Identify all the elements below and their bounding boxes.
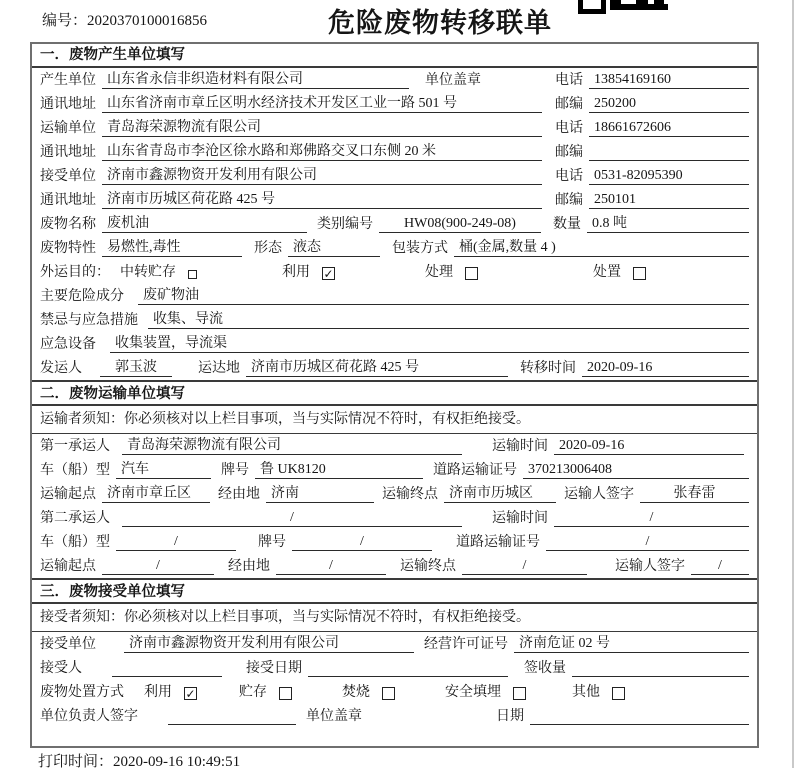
qr-block (578, 0, 606, 14)
section-3-header: 三．废物接受单位填写 (32, 578, 757, 604)
checkbox-disposal-landfill (513, 687, 526, 700)
vehicle-type2-value: / (116, 534, 236, 551)
field-row-receiver-address (32, 188, 757, 212)
print-time-value: 2020-09-16 10:49:51 (113, 754, 241, 768)
disposal-method-label: 废物处置方式 (40, 685, 124, 700)
origin2-value: / (102, 558, 214, 575)
plate-number1-label: 牌号 (221, 463, 249, 478)
checkbox-utilize (322, 267, 335, 280)
field-row-waste-name (32, 212, 757, 236)
hazard-component-label: 主要危险成分 (40, 289, 124, 304)
page-edge-line (792, 0, 794, 768)
unit-seal-label-2: 单位盖章 (306, 709, 362, 724)
head-signature-label: 单位负责人签字 (40, 709, 138, 724)
option-transit-storage-label: 中转贮存 (120, 265, 176, 280)
license-number-label: 经营许可证号 (424, 637, 508, 652)
transport-time1-label: 运输时间 (492, 439, 548, 454)
quantity-label: 数量 (553, 217, 581, 232)
field-row-transfer-purpose (32, 260, 757, 284)
carrier2-label: 第二承运人 (40, 511, 110, 526)
qr-block (636, 0, 648, 5)
option-utilize-label: 利用 (282, 265, 310, 280)
waste-form-label: 形态 (254, 241, 282, 256)
unit-seal-label: 单位盖章 (425, 73, 481, 88)
field-row-transporter (32, 116, 757, 140)
packing-value: 桶(金属,数量 4 ) (454, 236, 749, 257)
transporter-address-value: 山东省青岛市李沧区徐水路和郑佛路交叉口东侧 20 米 (102, 140, 542, 161)
accept-unit-value: 济南市鑫源物资开发利用有限公司 (124, 632, 414, 653)
section-1-header: 一．废物产生单位填写 (32, 44, 757, 68)
waste-name-label: 废物名称 (40, 217, 96, 232)
section-2-header: 二．废物运输单位填写 (32, 380, 757, 406)
quantity-value: 0.8 吨 (587, 212, 749, 233)
producer-address-label: 通讯地址 (40, 97, 96, 112)
transfer-time-label: 转移时间 (520, 361, 576, 376)
emergency-equipment-value: 收集装置，导流渠 (110, 332, 749, 353)
received-amount-value (572, 661, 749, 677)
field-row-carrier1 (32, 434, 757, 458)
disposal-landfill-label: 安全填埋 (445, 685, 501, 700)
hazard-component-value: 废矿物油 (138, 284, 749, 305)
field-row-waste-character (32, 236, 757, 260)
receiver-zip-label: 邮编 (555, 193, 583, 208)
checkbox-transit-storage (188, 270, 197, 279)
transporter-unit-label: 运输单位 (40, 121, 96, 136)
field-row-receiver (32, 164, 757, 188)
producer-address-value: 山东省济南市章丘区明水经济技术开发区工业一路 501 号 (102, 92, 542, 113)
transporter-phone-label: 电话 (555, 121, 583, 136)
waste-form-value: 液态 (288, 236, 380, 257)
vehicle-type1-label: 车（船）型 (40, 463, 110, 478)
transporter-notice: 运输者须知：你必须核对以上栏目事项，当与实际情况不符时，有权拒绝接受。 (32, 406, 757, 434)
origin2-label: 运输起点 (40, 559, 96, 574)
date-label: 日期 (496, 709, 524, 724)
disposal-utilize-label: 利用 (144, 685, 172, 700)
date-value (530, 709, 749, 725)
document-number (42, 9, 207, 30)
producer-zip-value: 250200 (589, 96, 749, 113)
accept-unit-label: 接受单位 (40, 637, 96, 652)
qr-block (654, 0, 664, 5)
via2-label: 经由地 (228, 559, 270, 574)
transporter-unit-value: 青岛海荣源物流有限公司 (102, 116, 542, 137)
producer-phone-value: 13854169160 (589, 72, 749, 89)
road-permit1-label: 道路运输证号 (433, 463, 517, 478)
page-title: 危险废物转移联单 (328, 8, 552, 38)
producer-phone-label: 电话 (555, 73, 583, 88)
shipper-label: 发运人 (40, 361, 82, 376)
field-row-vehicle1 (32, 458, 757, 482)
transporter-zip-label: 邮编 (555, 145, 583, 160)
road-permit2-value: / (546, 534, 749, 551)
waste-name-value: 废机油 (102, 212, 307, 233)
via2-value: / (276, 558, 386, 575)
transport-time1-value: 2020-09-16 (554, 438, 744, 455)
print-time (38, 750, 240, 768)
qr-code-fragment (578, 0, 670, 10)
receiver-address-label: 通讯地址 (40, 193, 96, 208)
transporter-address-label: 通讯地址 (40, 145, 96, 160)
receiver-notice: 接受者须知：你必须核对以上栏目事项，当与实际情况不符时，有权拒绝接受。 (32, 604, 757, 632)
carrier-sign2-value: / (691, 558, 749, 575)
emergency-measures-value: 收集、导流 (148, 308, 749, 329)
vehicle-type2-label: 车（船）型 (40, 535, 110, 550)
checkbox-treat (465, 267, 478, 280)
destination-value: 济南市历城区荷花路 425 号 (246, 356, 508, 377)
option-dispose-label: 处置 (593, 265, 621, 280)
checkbox-disposal-utilize (184, 687, 197, 700)
plate-number2-value: / (292, 534, 432, 551)
road-permit1-value: 370213006408 (523, 462, 749, 479)
transport-time2-label: 运输时间 (492, 511, 548, 526)
accept-date-label: 接受日期 (246, 661, 302, 676)
receiver-zip-value: 250101 (589, 192, 749, 209)
receiver-address-value: 济南市历城区荷花路 425 号 (102, 188, 542, 209)
acceptor-value (112, 661, 222, 677)
print-time-label: 打印时间： (38, 754, 114, 768)
carrier-sign2-label: 运输人签字 (615, 559, 685, 574)
field-row-acceptor (32, 656, 757, 680)
field-row-transporter-address (32, 140, 757, 164)
shipper-value: 郭玉波 (100, 356, 172, 377)
field-row-hazard-component (32, 284, 757, 308)
field-row-accept-unit (32, 632, 757, 656)
plate-number1-value: 鲁 UK8120 (255, 458, 423, 479)
producer-zip-label: 邮编 (555, 97, 583, 112)
waste-character-value: 易燃性,毒性 (102, 236, 242, 257)
dest1-label: 运输终点 (382, 487, 438, 502)
qr-block (610, 0, 621, 10)
acceptor-label: 接受人 (40, 661, 82, 676)
producer-unit-value: 山东省永信非织造材料有限公司 (102, 68, 409, 89)
carrier-sign1-label: 运输人签字 (564, 487, 634, 502)
field-row-vehicle2 (32, 530, 757, 554)
emergency-measures-label: 禁忌与应急措施 (40, 313, 138, 328)
field-row-shipper (32, 356, 757, 380)
received-amount-label: 签收量 (524, 661, 566, 676)
document-number-label: 编号： (42, 13, 88, 29)
origin1-value: 济南市章丘区 (102, 482, 210, 503)
receiver-unit-label: 接受单位 (40, 169, 96, 184)
via1-label: 经由地 (218, 487, 260, 502)
checkbox-disposal-incinerate (382, 687, 395, 700)
transporter-zip-value (589, 145, 749, 161)
accept-date-value (308, 661, 508, 677)
field-row-head-signature (32, 704, 757, 728)
license-number-value: 济南危证 02 号 (514, 632, 749, 653)
checkbox-mark: ✓ (185, 687, 196, 701)
option-treat-label: 处理 (425, 265, 453, 280)
carrier-sign1-value: 张春雷 (640, 482, 749, 503)
form-table (30, 42, 759, 748)
field-row-route2 (32, 554, 757, 578)
category-code-value: HW08(900-249-08) (379, 216, 541, 233)
origin1-label: 运输起点 (40, 487, 96, 502)
transporter-phone-value: 18661672606 (589, 120, 749, 137)
field-row-route1 (32, 482, 757, 506)
plate-number2-label: 牌号 (258, 535, 286, 550)
carrier1-label: 第一承运人 (40, 439, 110, 454)
category-code-label: 类别编号 (317, 217, 373, 232)
checkbox-disposal-other (612, 687, 625, 700)
field-row-emergency-equipment (32, 332, 757, 356)
checkbox-mark: ✓ (323, 267, 334, 281)
transfer-time-value: 2020-09-16 (582, 360, 749, 377)
via1-value: 济南 (266, 482, 374, 503)
producer-unit-label: 产生单位 (40, 73, 96, 88)
transport-time2-value: / (554, 510, 749, 527)
field-row-disposal-method (32, 680, 757, 704)
disposal-incinerate-label: 焚烧 (342, 685, 370, 700)
dest1-value: 济南市历城区 (444, 482, 556, 503)
carrier1-value: 青岛海荣源物流有限公司 (122, 434, 462, 455)
vehicle-type1-value: 汽车 (116, 458, 211, 479)
disposal-storage-label: 贮存 (239, 685, 267, 700)
receiver-phone-value: 0531-82095390 (589, 168, 749, 185)
document-number-value: 2020370100016856 (87, 13, 208, 29)
receiver-phone-label: 电话 (555, 169, 583, 184)
checkbox-dispose (633, 267, 646, 280)
destination-label: 运达地 (198, 361, 240, 376)
carrier2-value: / (122, 510, 462, 527)
dest2-label: 运输终点 (400, 559, 456, 574)
field-row-producer-address (32, 92, 757, 116)
emergency-equipment-label: 应急设备 (40, 337, 96, 352)
dest2-value: / (462, 558, 587, 575)
field-row-emergency-measures (32, 308, 757, 332)
head-signature-value (168, 709, 296, 725)
road-permit2-label: 道路运输证号 (456, 535, 540, 550)
field-row-carrier2 (32, 506, 757, 530)
receiver-unit-value: 济南市鑫源物资开发利用有限公司 (102, 164, 542, 185)
packing-label: 包装方式 (392, 241, 448, 256)
disposal-other-label: 其他 (572, 685, 600, 700)
field-row-producer (32, 68, 757, 92)
checkbox-disposal-storage (279, 687, 292, 700)
waste-character-label: 废物特性 (40, 241, 96, 256)
transfer-purpose-label: 外运目的： (40, 265, 110, 280)
